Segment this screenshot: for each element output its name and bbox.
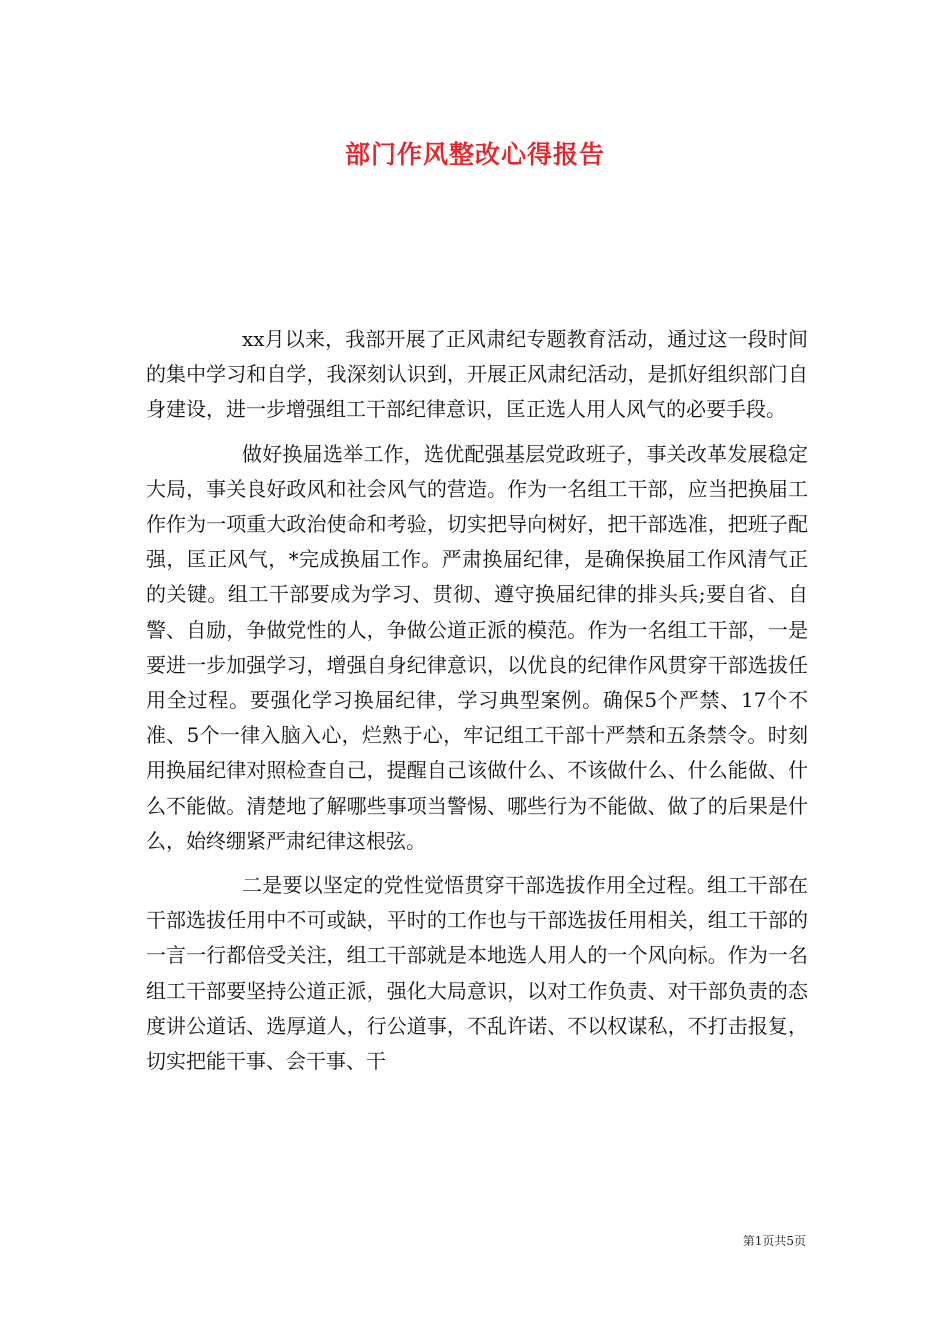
page-number-footer: 第1页共5页: [742, 1234, 806, 1248]
paragraph-3: 二是要以坚定的党性觉悟贯穿干部选拔作用全过程。组工干部在干部选拔任用中不可或缺，平时的工作也与干部选拔任用相关，组工干部的一言一行都倍受关注，组工干部就是本地选人用人的一个风向标。作为一名组工干部要坚持公道正派，强化大局意识，以对工作负责、对干部负责的态度讲公道话、选厚道人，行公道事，不乱许诺、不以权谋私，不打击报复，切实把能干事、会干事、干: [146, 873, 808, 1074]
paragraph-1: xx月以来，我部开展了正风肃纪专题教育活动，通过这一段时间的集中学习和自学，我深刻认识到，开展正风肃纪活动，是抓好组织部门自身建设，进一步增强组工干部纪律意识，匡正选人用人风气的必要手段。: [146, 327, 808, 422]
document-body: [146, 322, 808, 1088]
document-title: 部门作风整改心得报告: [344, 140, 605, 169]
paragraph-2: 做好换届选举工作，选优配强基层党政班子，事关改革发展稳定大局，事关良好政风和社会风气的营造。作为一名组工干部，应当把换届工作作为一项重大政治使命和考验，切实把导向树好，把干部选准，把班子配强，匡正风气，*完成换届工作。严肃换届纪律，是确保换届工作风清气正的关键。组工干部要成为学习、贯彻、遵守换届纪律的排头兵;要自省、自警、自励，争做党性的人，争做公道正派的模范。作为一名组工干部，一是要进一步加强学习，增强自身纪律意识，以优良的纪律作风贯穿干部选拔任用全过程。要强化学习换届纪律，学习典型案例。确保5个严禁、17个不准、5个一律入脑入心，烂熟于心，牢记组工干部十严禁和五条禁令。时刻用换届纪律对照检查自己，提醒自己该做什么、不该做什么、什么能做、什么不能做。清楚地了解哪些事项当警惕、哪些行为不能做、做了的后果是什么，始终绷紧严肃纪律这根弦。: [146, 441, 808, 853]
